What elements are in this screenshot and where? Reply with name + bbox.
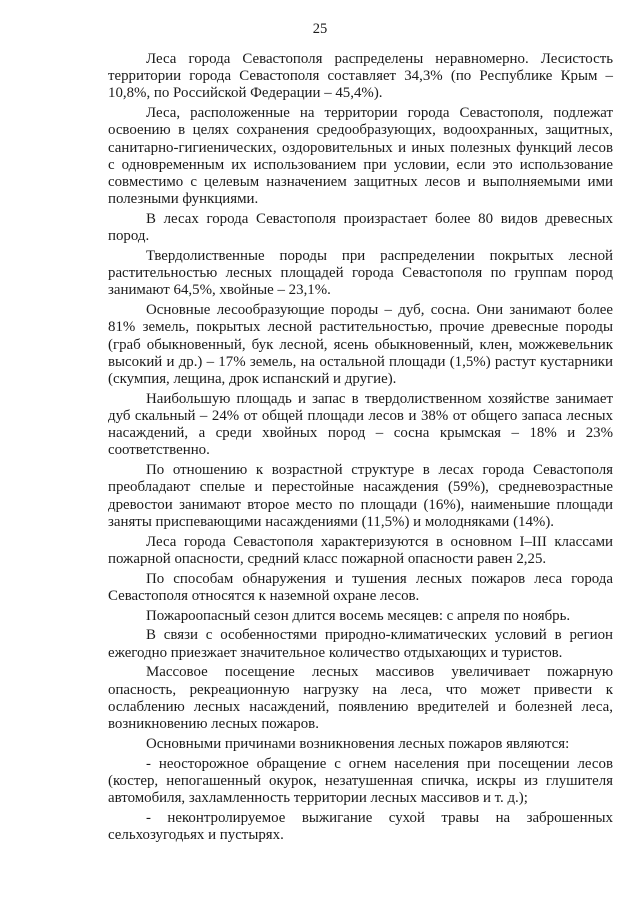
page-body <box>108 0 613 844</box>
paragraph-oak-pine: Наибольшую площадь и запас в твердолиственном хозяйстве занимает дуб скальный – 24% от общей площади лесов и 38% от общего запаса лесных насаждений, а среди хвойных пород – сосна крымская – 18% и 23% соответственно. <box>108 390 613 459</box>
paragraph-fire-class: Леса города Севастополя характеризуются в основном I–III классами пожарной опасности, средний класс пожарной опасности равен 2,25. <box>108 533 613 567</box>
paragraph-hardwood-share: Твердолиственные породы при распределении покрытых лесной растительностью лесных площадей города Севастополя по группам пород занимают 64,5%, хвойные – 23,1%. <box>108 248 613 299</box>
paragraph-forest-use: Леса, расположенные на территории города Севастополя, подлежат освоению в целях сохранения средообразующих, водоохранных, защитных, санитарно-гигиенических, оздоровительных и иных полезных функций лесов с одновременным их использованием при условии, если это использование совместимо с целевым назначением защитных лесов и выполняемыми ими полезными функциями. <box>108 105 613 208</box>
paragraph-tree-species: В лесах города Севастополя произрастает более 80 видов древесных пород. <box>108 211 613 245</box>
paragraph-fire-causes-intro: Основными причинами возникновения лесных пожаров являются: <box>146 735 570 752</box>
paragraph-ground-protection: По способам обнаружения и тушения лесных пожаров леса города Севастополя относятся к наземной охране лесов. <box>108 570 613 604</box>
paragraph-forest-cover: Леса города Севастополя распределены неравномерно. Лесистость территории города Севастополя составляет 34,3% (по Республике Крым – 10,8%, по Российской Федерации – 45,4%). <box>108 51 613 102</box>
paragraph-fire-season: Пожароопасный сезон длится восемь месяцев: с апреля по ноябрь. <box>146 607 571 624</box>
list-item-grass-burning: - неконтролируемое выжигание сухой травы на заброшенных сельхозугодьях и пустырях. <box>108 809 613 844</box>
paragraph-main-species: Основные лесообразующие породы – дуб, сосна. Они занимают более 81% земель, покрытых лесной растительностью, прочие древесные породы (граб обыкновенный, бук лесной, ясень обыкновенный, клен, можжевельник высокий и др.) – 17% земель, на остальной площади (1,5%) растут кустарники (скумпия, лещина, дрок испанский и другие). <box>108 302 613 388</box>
list-item-careless-fire: - неосторожное обращение с огнем населения при посещении лесов (костер, непогашенный окурок, незатушенная спичка, искры из глушителя автомобиля, захламленность территории лесных массивов и т. д.); <box>108 755 613 807</box>
paragraph-recreation-load: Массовое посещение лесных массивов увеличивает пожарную опасность, рекреационную нагрузку на леса, что может привести к ослаблению лесных насаждений, появлению вредителей и болезней леса, возникновению лесных пожаров. <box>108 664 613 733</box>
paragraph-tourists: В связи с особенностями природно-климатических условий в регион ежегодно приезжает значительное количество отдыхающих и туристов. <box>108 627 613 661</box>
paragraph-age-structure: По отношению к возрастной структуре в лесах города Севастополя преобладают спелые и перестойные насаждения (59%), средневозрастные древостои занимают второе место по площади (16%), наименьшие площади заняты приспевающими насаждениями (11,5%) и молодняками (14%). <box>108 462 613 530</box>
page-number: 25 <box>312 21 328 37</box>
